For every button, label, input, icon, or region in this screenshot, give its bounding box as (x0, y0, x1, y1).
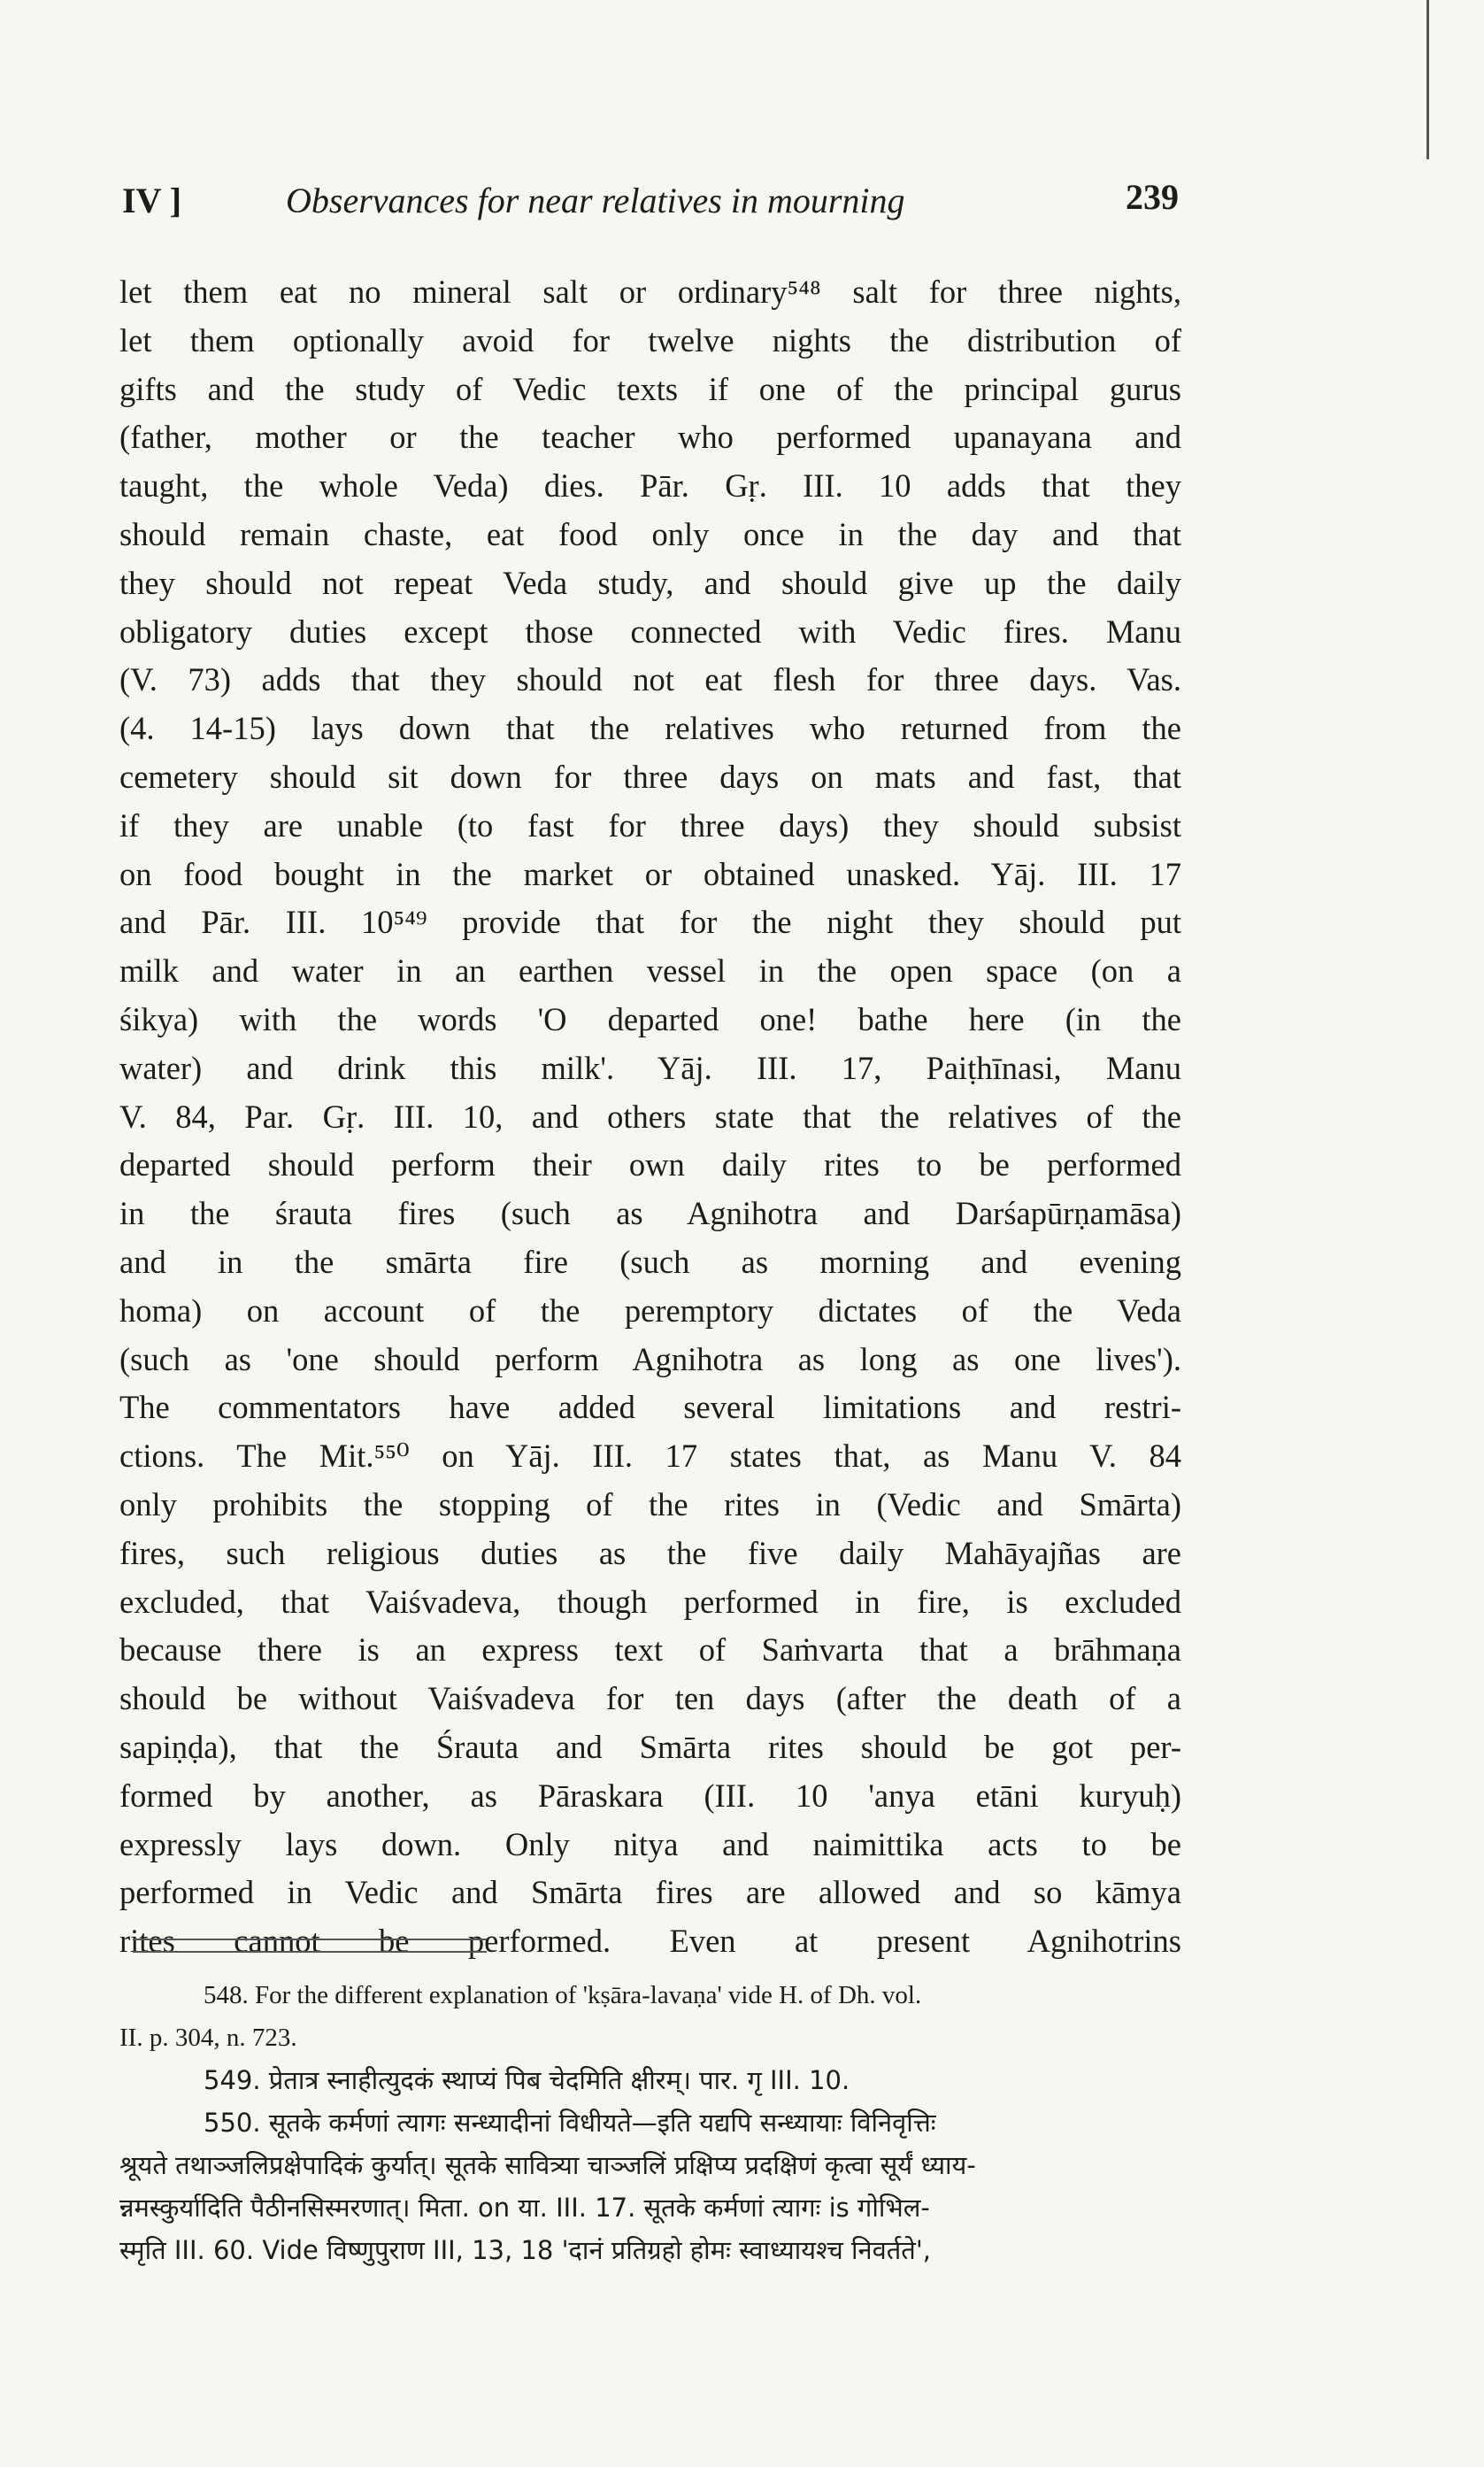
text-line: (father, mother or the teacher who performed upanayana and (119, 419, 1181, 456)
text-line: formed by another, as Pāraskara (III. 10 'anya etāni kuryuḥ) (119, 1777, 1181, 1814)
text-line: expressly lays down. Only nitya and naimittika acts to be (119, 1825, 1181, 1862)
text-line: (4. 14-15) lays down that the relatives who returned from the (119, 710, 1181, 747)
body-text (119, 268, 1181, 1966)
text-line: The commentators have added several limitations and restri- (119, 1389, 1181, 1426)
page-edge-line (1426, 0, 1429, 159)
text-line: let them eat no mineral salt or ordinary⁵⁴⁸ salt for three nights, (119, 274, 1181, 310)
running-title: Observances for near relatives in mourning (286, 181, 905, 220)
footnotes (119, 1974, 1181, 2271)
running-header (122, 177, 1179, 233)
text-line: they should not repeat Veda study, and should give up the daily (119, 564, 1181, 601)
footnote-549: 549. प्रेतात्र स्नाहीत्युदकं स्थाप्यं पिब चेदमिति क्षीरम्। पार. गृ III. 10. (204, 2065, 850, 2095)
footnote-548-continuation: II. p. 304, n. 723. (119, 2024, 297, 2052)
text-line: excluded, that Vaiśvadeva, though performed in fire, is excluded (119, 1583, 1181, 1620)
text-line: should be without Vaiśvadeva for ten days (after the death of a (119, 1680, 1181, 1717)
text-line: (such as 'one should perform Agnihotra as long as one lives'). (119, 1340, 1181, 1377)
text-line: (V. 73) adds that they should not eat flesh for three days. Vas. (119, 661, 1181, 698)
text-line: V. 84, Par. Gṛ. III. 10, and others state that the relatives of the (119, 1098, 1181, 1135)
text-line: only prohibits the stopping of the rites in (Vedic and Smārta) (119, 1485, 1181, 1523)
text-line: sapiṇḍa), that the Śrauta and Smārta rites should be got per- (119, 1728, 1181, 1765)
text-line: water) and drink this milk'. Yāj. III. 17, Paiṭhīnasi, Manu (119, 1049, 1181, 1086)
text-line: homa) on account of the peremptory dictates of the Veda (119, 1291, 1181, 1329)
text-line: śikya) with the words 'O departed one! bathe here (in the (119, 1000, 1181, 1037)
page-number: 239 (1126, 177, 1179, 217)
text-line: rites cannot be performed. Even at present Agnihotrins (119, 1923, 1181, 1960)
footnote-550-line-4: स्मृति III. 60. Vide विष्णुपुराण III, 13, 18 'दानं प्रतिग्रहो होमः स्वाध्यायश्च निवर्तते', (119, 2235, 932, 2265)
text-line: fires, such religious duties as the five daily Mahāyajñas are (119, 1534, 1181, 1571)
text-line: because there is an express text of Saṁvarta that a brāhmaṇa (119, 1631, 1181, 1669)
footnote-550-line-2: श्रूयते तथाञ्जलिप्रक्षेपादिकं कुर्यात्। सूतके सावित्र्या चाञ्जलिं प्रक्षिप्य प्रदक्षिणं कृत्वा सूर्यं ध्याय- (119, 2150, 976, 2180)
footnote-separator (133, 1939, 487, 1953)
text-line: taught, the whole Veda) dies. Pār. Gṛ. III. 10 adds that they (119, 467, 1181, 505)
footnote-548: 548. For the different explanation of 'kṣāra-lavaṇa' vide H. of Dh. vol. (204, 1981, 922, 2009)
text-line: let them optionally avoid for twelve nights the distribution of (119, 321, 1181, 358)
text-line: cemetery should sit down for three days on mats and fast, that (119, 758, 1181, 795)
text-line: gifts and the study of Vedic texts if one of the principal gurus (119, 370, 1181, 407)
footnote-550: 550. सूतके कर्मणां त्यागः सन्ध्यादीनां विधीयते—इति यद्यपि सन्ध्यायाः विनिवृत्तिः (204, 2108, 936, 2138)
text-line: on food bought in the market or obtained unasked. Yāj. III. 17 (119, 855, 1181, 892)
text-line: should remain chaste, eat food only once in the day and that (119, 515, 1181, 552)
text-line: and in the smārta fire (such as morning and evening (119, 1243, 1181, 1280)
text-line: milk and water in an earthen vessel in the open space (on a (119, 952, 1181, 990)
text-line: in the śrauta fires (such as Agnihotra and Darśapūrṇamāsa) (119, 1195, 1181, 1232)
text-line: and Pār. III. 10⁵⁴⁹ provide that for the night they should put (119, 904, 1181, 941)
text-line: ctions. The Mit.⁵⁵⁰ on Yāj. III. 17 states that, as Manu V. 84 (119, 1438, 1181, 1475)
chapter-marker: IV ] (122, 181, 182, 220)
footnote-550-line-3: न्नमस्कुर्यादिति पैठीनसिस्मरणात्। मिता. on या. III. 17. सूतके कर्मणां त्यागः is गोभिल- (119, 2193, 930, 2223)
text-line: performed in Vedic and Smārta fires are allowed and so kāmya (119, 1874, 1181, 1911)
text-line: departed should perform their own daily rites to be performed (119, 1146, 1181, 1183)
text-line: obligatory duties except those connected with Vedic fires. Manu (119, 613, 1181, 650)
text-line: if they are unable (to fast for three days) they should subsist (119, 806, 1181, 844)
